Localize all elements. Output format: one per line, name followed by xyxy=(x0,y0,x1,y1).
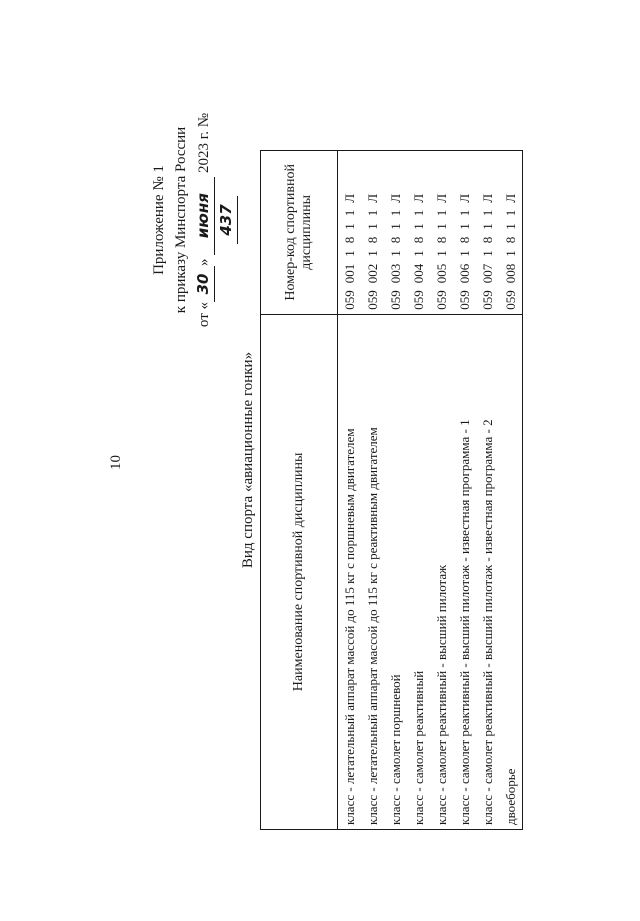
code-part: 8 xyxy=(387,236,403,244)
annex-date-line xyxy=(192,90,238,350)
code-part: 008 xyxy=(502,263,518,284)
discipline-name: класс - летательный аппарат массой до 115 кг с реактивным двигателем xyxy=(361,314,384,829)
code-part: 8 xyxy=(502,236,518,244)
code-part: 1 xyxy=(479,250,495,257)
rotated-sheet xyxy=(100,90,540,830)
table-row xyxy=(338,151,362,830)
discipline-code xyxy=(407,151,430,315)
code-part: 1 xyxy=(387,209,403,217)
code-part: Л xyxy=(387,193,403,203)
code-part: 1 xyxy=(387,250,403,257)
code-part: 004 xyxy=(410,263,426,284)
code-part: 001 xyxy=(341,263,357,284)
disciplines-table xyxy=(260,150,523,830)
code-part: 1 xyxy=(364,209,380,217)
page-number: 10 xyxy=(108,455,124,470)
code-part: 059 xyxy=(410,290,426,310)
code-part: 059 xyxy=(387,290,403,310)
code-part: 1 xyxy=(433,209,449,217)
code-part: 1 xyxy=(479,209,495,217)
code-part: Л xyxy=(456,193,472,203)
discipline-name: класс - самолет поршневой xyxy=(384,314,407,829)
discipline-code xyxy=(430,151,453,315)
code-part: 1 xyxy=(341,223,357,230)
code-part: 8 xyxy=(364,236,380,244)
code-part: 059 xyxy=(341,290,357,310)
code-part: Л xyxy=(502,193,518,203)
date-prefix: от « xyxy=(196,301,212,328)
order-number: 437 xyxy=(215,196,238,244)
code-part: 059 xyxy=(364,290,380,310)
code-part: 1 xyxy=(341,250,357,257)
code-part: 1 xyxy=(364,250,380,257)
code-part: 1 xyxy=(502,223,518,230)
annex-title: Приложение № 1 xyxy=(151,165,167,275)
code-part: 1 xyxy=(387,223,403,230)
code-part: 007 xyxy=(479,263,495,284)
code-part: Л xyxy=(410,193,426,203)
table-row xyxy=(499,151,523,830)
date-year: 2023 г. № xyxy=(196,112,212,173)
discipline-name: класс - самолет реактивный - высший пилотаж - известная программа - 1 xyxy=(453,314,476,829)
code-part: 1 xyxy=(479,223,495,230)
discipline-code xyxy=(384,151,407,315)
table-row xyxy=(384,151,407,830)
discipline-name: класс - самолет реактивный - высший пилотаж - известная программа - 2 xyxy=(476,314,499,829)
code-part: 1 xyxy=(410,223,426,230)
table-row xyxy=(407,151,430,830)
code-part: 8 xyxy=(410,236,426,244)
discipline-code xyxy=(361,151,384,315)
code-part: 1 xyxy=(364,223,380,230)
date-day: 30 xyxy=(192,266,215,302)
table-row xyxy=(476,151,499,830)
code-part: 1 xyxy=(456,250,472,257)
header-code: Номер-код спортивной дисциплины xyxy=(261,151,338,315)
date-month: июня xyxy=(192,177,215,255)
table-header-row xyxy=(261,151,338,830)
code-part: 1 xyxy=(502,209,518,217)
code-part: 1 xyxy=(502,250,518,257)
code-part: 005 xyxy=(433,263,449,284)
table-row xyxy=(453,151,476,830)
table-row xyxy=(361,151,384,830)
discipline-code xyxy=(453,151,476,315)
code-part: 8 xyxy=(479,236,495,244)
code-part: Л xyxy=(479,193,495,203)
code-part: 059 xyxy=(433,290,449,310)
code-part: 003 xyxy=(387,263,403,284)
code-part: 059 xyxy=(479,290,495,310)
code-part: 8 xyxy=(341,236,357,244)
code-part: 002 xyxy=(364,263,380,284)
annex-header xyxy=(148,90,238,350)
code-part: 1 xyxy=(433,250,449,257)
date-mid: » xyxy=(196,258,212,266)
discipline-code xyxy=(338,151,362,315)
discipline-name: класс - самолет реактивный xyxy=(407,314,430,829)
discipline-name: двоеборье xyxy=(499,314,523,829)
discipline-name: класс - самолет реактивный - высший пилотаж xyxy=(430,314,453,829)
code-part: Л xyxy=(364,193,380,203)
discipline-code xyxy=(499,151,523,315)
header-name: Наименование спортивной дисциплины xyxy=(261,314,338,829)
code-part: 1 xyxy=(410,250,426,257)
annex-subtitle: к приказу Минспорта России xyxy=(173,126,189,314)
code-part: 1 xyxy=(410,209,426,217)
code-part: 8 xyxy=(433,236,449,244)
table-row xyxy=(430,151,453,830)
code-part: 059 xyxy=(456,290,472,310)
discipline-name: класс - летательный аппарат массой до 115 кг с поршневым двигателем xyxy=(338,314,362,829)
code-part: 059 xyxy=(502,290,518,310)
code-part: 8 xyxy=(456,236,472,244)
sport-title: Вид спорта «авиационные гонки» xyxy=(240,351,256,569)
code-part: 1 xyxy=(341,209,357,217)
code-part: 1 xyxy=(433,223,449,230)
code-part: Л xyxy=(433,193,449,203)
code-part: 1 xyxy=(456,223,472,230)
code-part: Л xyxy=(341,193,357,203)
discipline-code xyxy=(476,151,499,315)
code-part: 006 xyxy=(456,263,472,284)
table-body xyxy=(338,151,523,830)
code-part: 1 xyxy=(456,209,472,217)
